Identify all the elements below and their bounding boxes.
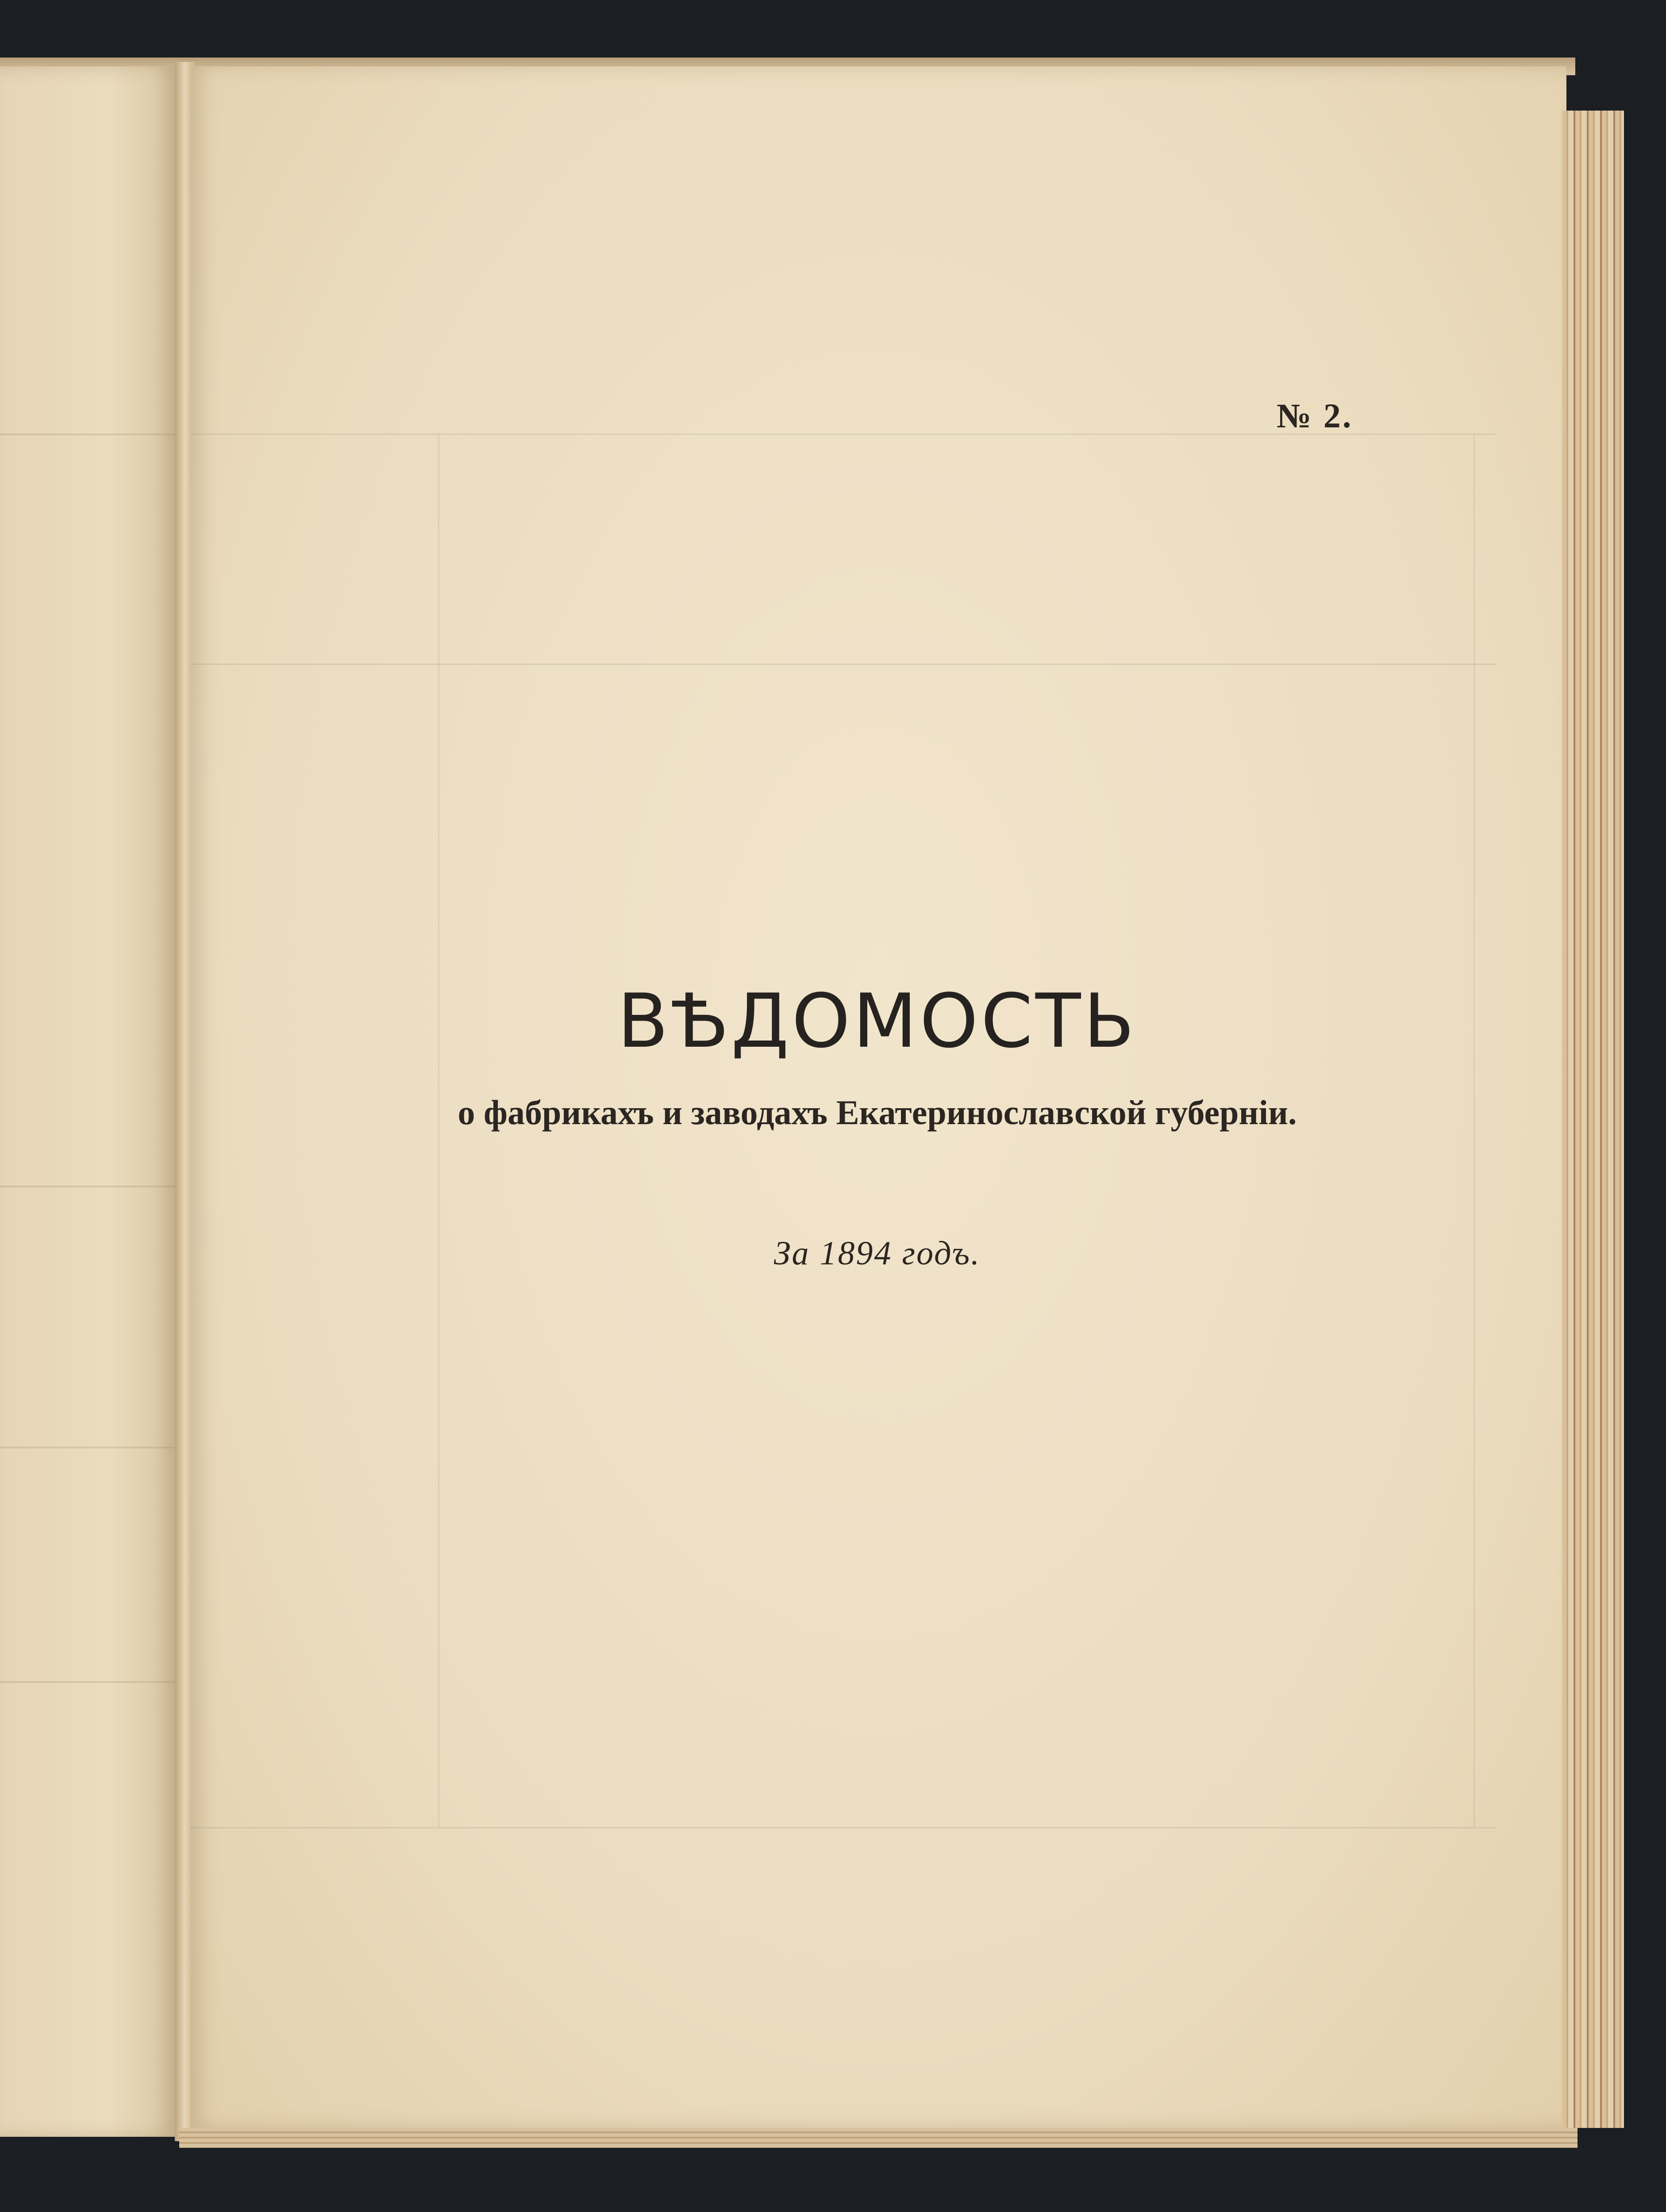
document-subtitle: о фабрикахъ и заводахъ Екатеринославской губерніи.: [458, 1093, 1297, 1132]
book-bottom-edge: [179, 2128, 1578, 2148]
document-title: ВѢДОМОСТЬ: [617, 978, 1137, 1064]
table-number: № 2.: [1277, 396, 1353, 435]
document-period: За 1894 годъ.: [773, 1235, 981, 1272]
